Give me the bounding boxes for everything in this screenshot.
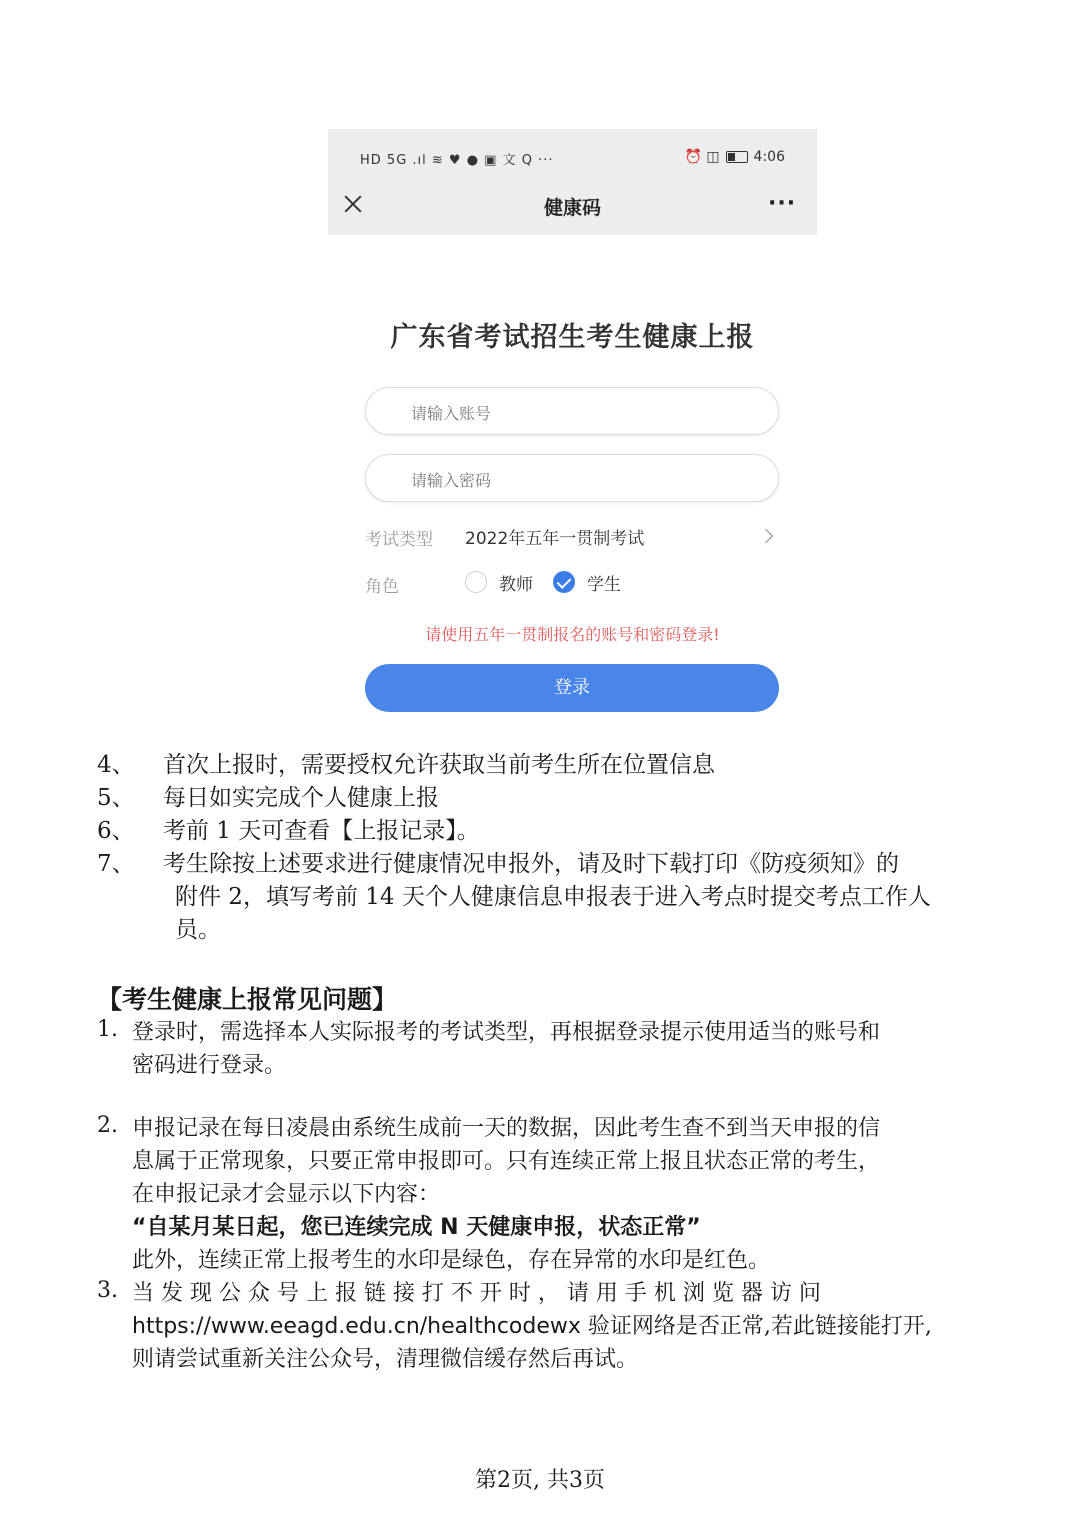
faq-3-line-2-tail: 验证网络是否正常,若此链接能打开, xyxy=(580,1314,932,1339)
step-number: 4、 xyxy=(97,752,135,778)
nav-title: 健康码 xyxy=(543,197,601,219)
faq-1-number: 1. xyxy=(97,1017,118,1042)
step-text: 首次上报时，需要授权允许获取当前考生所在位置信息 xyxy=(163,752,715,778)
faq-2-number: 2. xyxy=(97,1113,118,1138)
faq-1-line-2: 密码进行登录。 xyxy=(132,1053,287,1078)
alarm-vibrate-icons: ⏰ ◫ xyxy=(684,149,720,165)
faq-1-line-1: 登录时，需选择本人实际报考的考试类型，再根据登录提示使用适当的账号和 xyxy=(132,1020,881,1045)
faq-2-quote: “自某月某日起，您已连续完成 N 天健康申报，状态正常” xyxy=(132,1215,701,1240)
step-number: 7、 xyxy=(97,851,135,877)
faq-2-line-2: 息属于正常现象，只要正常申报即可。只有连续正常上报且状态正常的考生， xyxy=(132,1149,881,1174)
account-placeholder: 请输入账号 xyxy=(411,404,492,423)
role-label: 角色 xyxy=(365,577,399,597)
phone-header xyxy=(328,129,817,235)
status-bar-right xyxy=(684,149,785,165)
radio-student-label[interactable]: 学生 xyxy=(587,575,621,595)
step-number: 6、 xyxy=(97,818,135,844)
step-text: 考生除按上述要求进行健康情况申报外，请及时下载打印《防疫须知》的 xyxy=(163,851,899,877)
health-code-link[interactable]: https://www.eeagd.edu.cn/healthcodewx xyxy=(132,1314,581,1339)
login-warning: 请使用五年一贯制报名的账号和密码登录! xyxy=(425,625,720,644)
more-menu-icon[interactable]: ··· xyxy=(768,191,797,216)
exam-type-select[interactable]: 2022年五年一贯制考试 xyxy=(465,529,645,549)
step-text: 每日如实完成个人健康上报 xyxy=(163,785,439,811)
faq-3-line-3: 则请尝试重新关注公众号，清理微信缓存然后再试。 xyxy=(132,1347,639,1372)
faq-2-line-1: 申报记录在每日凌晨由系统生成前一天的数据，因此考生查不到当天申报的信 xyxy=(132,1116,881,1141)
battery-icon xyxy=(726,151,748,163)
password-input[interactable] xyxy=(365,454,779,502)
chevron-right-icon[interactable] xyxy=(759,529,773,543)
faq-3-number: 3. xyxy=(97,1278,118,1303)
login-title: 广东省考试招生考生健康上报 xyxy=(390,322,755,353)
faq-3-line-1: 当 发 现 公 众 号 上 报 链 接 打 不 开 时 ， 请 用 手 机 浏 览 器 访 问 xyxy=(132,1281,821,1306)
step-text: 考前 1 天可查看【上报记录】。 xyxy=(163,818,480,844)
step-7-line-3: 员。 xyxy=(175,917,221,943)
account-input[interactable] xyxy=(365,387,779,435)
exam-type-label: 考试类型 xyxy=(365,530,433,550)
faq-2-after: 此外，连续正常上报考生的水印是绿色，存在异常的水印是红色。 xyxy=(132,1248,771,1273)
step-number: 5、 xyxy=(97,785,135,811)
radio-teacher[interactable] xyxy=(465,571,487,593)
phone-screenshot xyxy=(328,129,817,729)
login-button[interactable]: 登录 xyxy=(365,664,779,712)
password-placeholder: 请输入密码 xyxy=(411,471,492,490)
faq-3-line-2 xyxy=(132,1310,932,1343)
radio-teacher-label[interactable]: 教师 xyxy=(499,575,533,595)
radio-student-checked[interactable] xyxy=(553,571,575,593)
status-time: 4:06 xyxy=(753,149,785,165)
faq-2-line-3: 在申报记录才会显示以下内容： xyxy=(132,1182,441,1207)
status-bar-left: HD 5G .ıl ≋ ♥ ● ▣ 文 Q ··· xyxy=(360,153,554,168)
page-footer: 第2页, 共3页 xyxy=(475,1468,605,1493)
faq-title: 【考生健康上报常见问题】 xyxy=(97,985,398,1014)
step-7-line-2: 附件 2，填写考前 14 天个人健康信息申报表于进入考点时提交考点工作人 xyxy=(175,884,931,910)
